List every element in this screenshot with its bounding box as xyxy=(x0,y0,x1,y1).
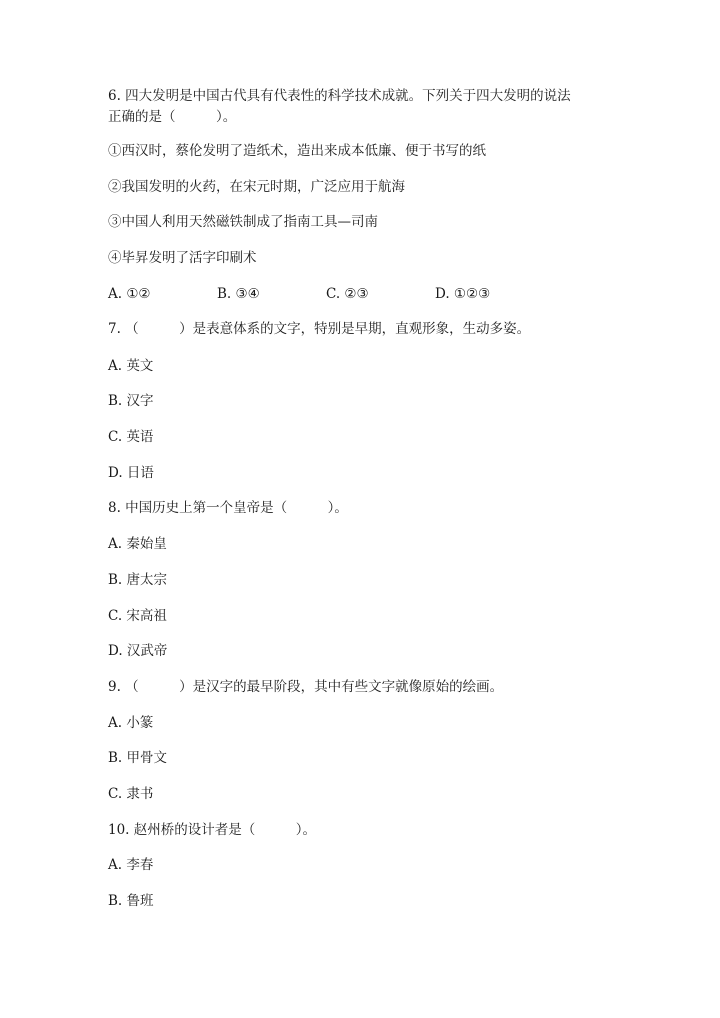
question-9-option-c[interactable]: C. 隶书 xyxy=(108,786,154,802)
question-8-stem: 8. 中国历史上第一个皇帝是（ ）。 xyxy=(108,500,348,516)
question-8-option-d[interactable]: D. 汉武帝 xyxy=(108,643,168,659)
question-7-stem: 7. （ ）是表意体系的文字，特别是早期，直观形象，生动多姿。 xyxy=(108,321,531,337)
question-6-option-b[interactable]: B. ③④ xyxy=(217,286,260,302)
question-8-option-b[interactable]: B. 唐太宗 xyxy=(108,572,168,588)
question-6-stem-line-1: 6. 四大发明是中国古代具有代表性的科学技术成就。下列关于四大发明的说法 xyxy=(108,88,571,104)
question-7-option-a[interactable]: A. 英文 xyxy=(108,358,154,374)
question-6-statement-3: ③中国人利用天然磁铁制成了指南工具—司南 xyxy=(108,214,378,230)
question-10-stem: 10. 赵州桥的设计者是（ ）。 xyxy=(108,822,317,838)
question-7-option-b[interactable]: B. 汉字 xyxy=(108,393,154,409)
question-7-option-c[interactable]: C. 英语 xyxy=(108,429,154,445)
question-9-option-a[interactable]: A. 小篆 xyxy=(108,715,154,731)
question-6-statement-1: ①西汉时，蔡伦发明了造纸术，造出来成本低廉、便于书写的纸 xyxy=(108,143,486,159)
question-10-option-a[interactable]: A. 李春 xyxy=(108,857,154,873)
question-6-statement-4: ④毕昇发明了活字印刷术 xyxy=(108,250,257,266)
question-6-option-c[interactable]: C. ②③ xyxy=(326,286,369,302)
question-6-option-d[interactable]: D. ①②③ xyxy=(435,286,491,302)
question-6-option-a[interactable]: A. ①② xyxy=(108,286,151,302)
question-7-option-d[interactable]: D. 日语 xyxy=(108,465,154,481)
question-6-statement-2: ②我国发明的火药，在宋元时期，广泛应用于航海 xyxy=(108,179,405,195)
question-6-stem-line-2: 正确的是（ ）。 xyxy=(108,109,237,125)
question-8-option-c[interactable]: C. 宋高祖 xyxy=(108,608,167,624)
question-10-option-b[interactable]: B. 鲁班 xyxy=(108,893,154,909)
question-8-option-a[interactable]: A. 秦始皇 xyxy=(108,536,167,552)
question-9-option-b[interactable]: B. 甲骨文 xyxy=(108,750,168,766)
question-9-stem: 9. （ ）是汉字的最早阶段，其中有些文字就像原始的绘画。 xyxy=(108,679,504,695)
